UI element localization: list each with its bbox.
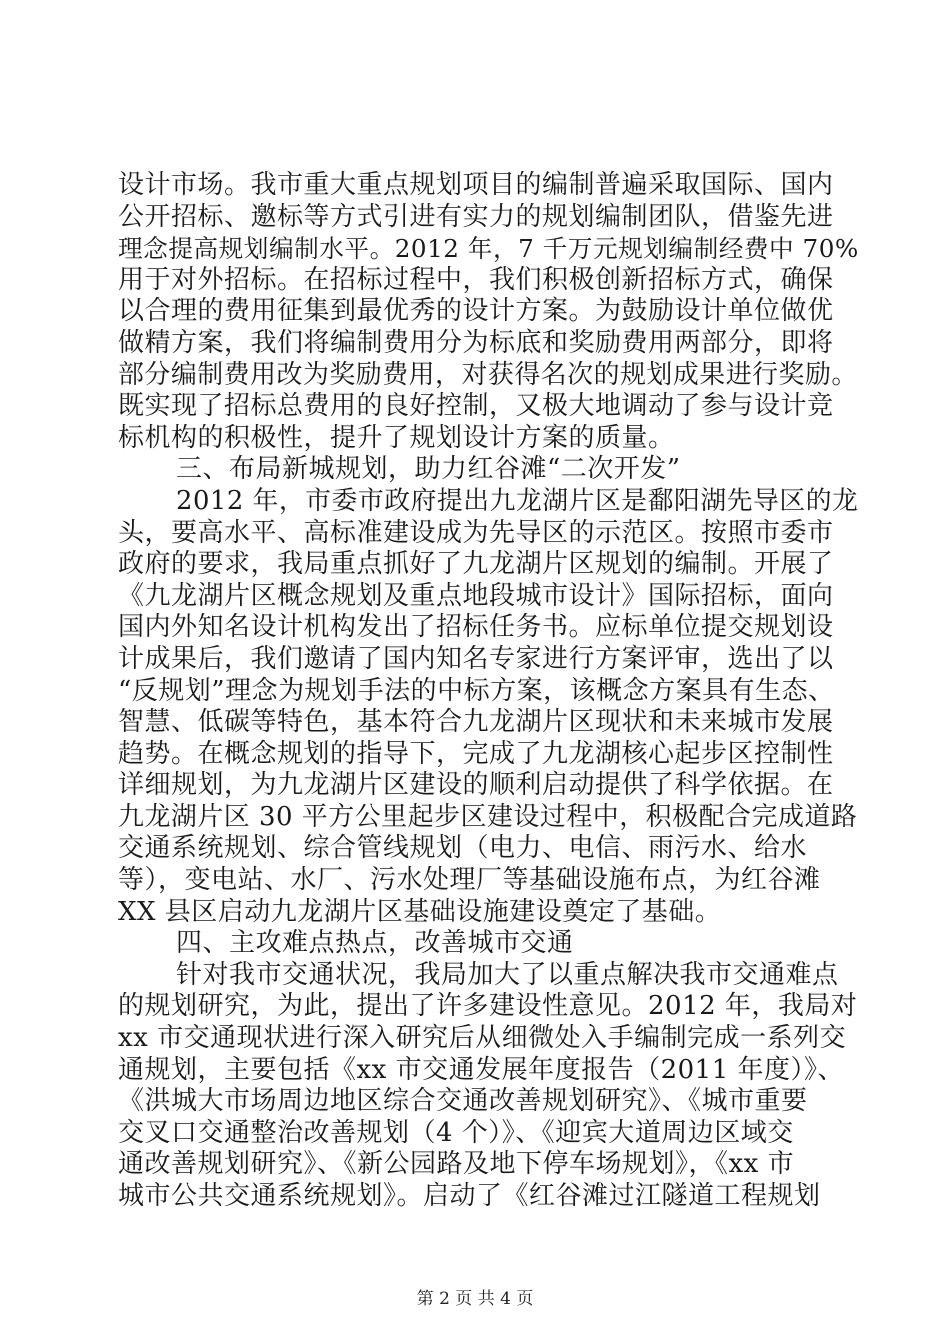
- text-line: 通规划，主要包括《xx 市交通发展年度报告（2011 年度）》、: [118, 1054, 845, 1085]
- text-line: 公开招标、邀标等方式引进有实力的规划编制团队，借鉴先进: [118, 201, 834, 232]
- text-line: 通改善规划研究》、《新公园路及地下停车场规划》，《xx 市: [118, 1149, 795, 1180]
- text-line: 理念提高规划编制水平。2012 年，7 千万元规划编制经费中 70%: [118, 234, 859, 264]
- text-line: 《洪城大市场周边地区综合交通改善规划研究》、《城市重要: [118, 1086, 808, 1117]
- paragraph-traffic: [118, 959, 858, 1213]
- text-line: 做精方案，我们将编制费用分为标底和奖励费用两部分，即将: [118, 327, 834, 358]
- text-line: 智慧、低碳等特色，基本符合九龙湖片区现状和未来城市发展: [118, 707, 834, 738]
- text-line: 设计市场。我市重大重点规划项目的编制普遍采取国际、国内: [118, 170, 834, 200]
- text-line: 部分编制费用改为奖励费用，对获得名次的规划成果进行奖励。: [118, 359, 858, 390]
- text-line: 的规划研究，为此，提出了许多建设性意见。2012 年，我局对: [118, 991, 858, 1022]
- text-line: 标机构的积极性，提升了规划设计方案的质量。: [118, 422, 675, 453]
- page-footer: 第 2 页 共 4 页: [416, 1289, 534, 1309]
- text-line: 《九龙湖片区概念规划及重点地段城市设计》国际招标，面向: [118, 580, 834, 611]
- section-heading-3: 三、布局新城规划，助力红谷滩“二次开发”: [176, 454, 681, 485]
- text-line: 以合理的费用征集到最优秀的设计方案。为鼓励设计单位做优: [118, 296, 834, 327]
- text-line: 等），变电站、水厂、污水处理厂等基础设施布点，为红谷滩: [118, 865, 821, 896]
- text-line: 城市公共交通系统规划》。启动了《红谷滩过江隧道工程规划: [118, 1181, 821, 1211]
- text-line: 2012 年，市委市政府提出九龙湖片区是鄱阳湖先导区的龙: [176, 485, 859, 516]
- text-line: 计成果后，我们邀请了国内知名专家进行方案评审，选出了以: [118, 643, 834, 674]
- text-line: 交叉口交通整治改善规划（4 个）》、《迎宾大道周边区域交: [118, 1117, 794, 1148]
- paragraph-design-market: [118, 170, 859, 454]
- paragraph-new-city-planning: [118, 485, 859, 928]
- text-line: 针对我市交通状况，我局加大了以重点解决我市交通难点: [176, 959, 839, 990]
- text-line: 头，要高水平、高标准建设成为先导区的示范区。按照市委市: [118, 517, 834, 548]
- text-line: 交通系统规划、综合管线规划（电力、电信、雨污水、给水: [118, 833, 808, 864]
- text-line: xx 市交通现状进行深入研究后从细微处入手编制完成一系列交: [118, 1023, 847, 1054]
- text-line: 趋势。在概念规划的指导下，完成了九龙湖核心起步区控制性: [118, 738, 834, 769]
- text-line: XX 县区启动九龙湖片区基础设施建设奠定了基础。: [118, 896, 722, 927]
- text-line: 用于对外招标。在招标过程中，我们积极创新招标方式，确保: [118, 264, 834, 295]
- text-line: 政府的要求，我局重点抓好了九龙湖片区规划的编制。开展了: [118, 549, 834, 580]
- text-line: “反规划”理念为规划手法的中标方案，该概念方案具有生态、: [118, 675, 835, 706]
- section-heading-4: 四、主攻难点热点，改善城市交通: [176, 928, 574, 959]
- document-body: [118, 170, 859, 1213]
- text-line: 既实现了招标总费用的良好控制，又极大地调动了参与设计竞: [118, 391, 834, 422]
- text-line: 九龙湖片区 30 平方公里起步区建设过程中，积极配合完成道路: [118, 801, 858, 832]
- text-line: 详细规划，为九龙湖片区建设的顺利启动提供了科学依据。在: [118, 770, 834, 801]
- text-line: 国内外知名设计机构发出了招标任务书。应标单位提交规划设: [118, 612, 834, 643]
